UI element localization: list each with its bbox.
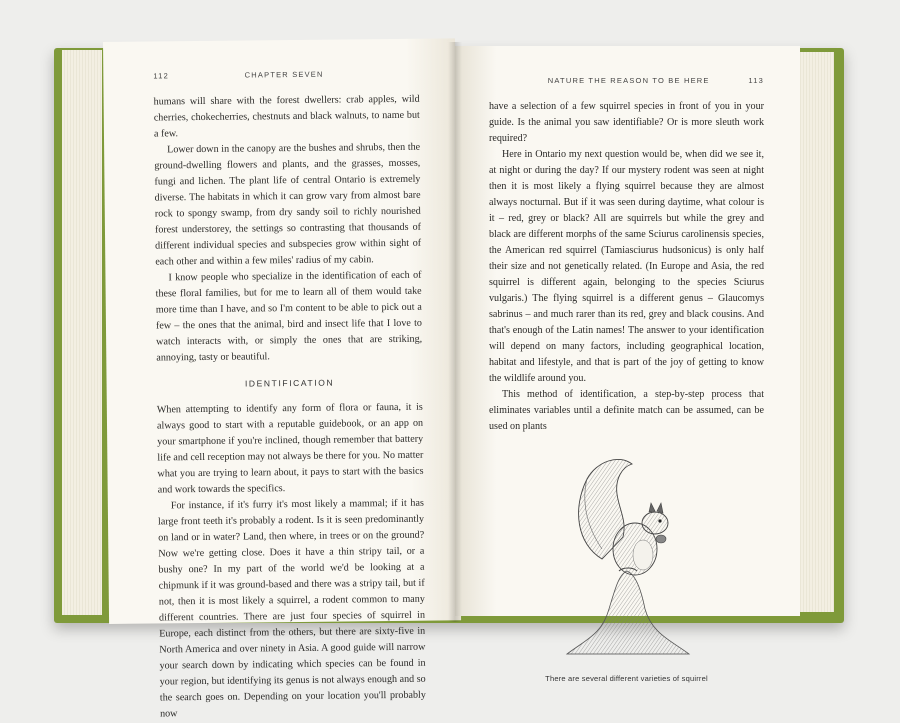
right-page-number: 113	[748, 76, 764, 85]
paragraph: Lower down in the canopy are the bushes and shrubs, then the ground-dwelling flowers and plants, and the grasses, mosses, fungi and lichen. The plant life of central Ontario is extremely diverse. The habitats in which it can grow vary from almost bare rock to spongy swamp, from dry sandy soil to richly nourished forest understorey, the settings so contrasting that thousands of different individual species and subspecies grow within sight of each other and within a few miles' radius of my cabin.	[154, 141, 422, 268]
left-running-head: CHAPTER SEVEN	[244, 69, 324, 80]
left-page-number: 112	[153, 71, 169, 81]
page-edges-right	[800, 52, 834, 612]
paragraph: have a selection of a few squirrel species in front of you in your guide. Is the animal you saw identifiable? Or is more sleuth work required?	[489, 101, 764, 144]
page-edges-left	[62, 50, 102, 615]
illustration-caption: There are several different varieties of squirrel	[545, 674, 708, 683]
paragraph: For instance, if it's furry it's most likely a mammal; if it has large front teeth it's probably a rodent. Is it is seen predominantly on land or in water? Land, then where, in trees or on the ground? Now we're getting close. Does it have a thin stripy tail, or a bushy one? In my part of the world we'd be looking at a chipmunk if it was ground-based and there was a stripy tail, but if not, then it is most likely a squirrel, a rodent common to many different countries. There are just four species of squirrel in Europe, each distinct from the others, but there are sixty-five in North America and over ninety in Asia. A good guide will narrow your search down by indicating which species can be found in your region, but identifying its genus is not always enough and so the search goes on. Depending on your location you'll probably now	[157, 497, 426, 720]
squirrel-illustration	[557, 449, 697, 664]
right-page	[455, 46, 800, 683]
right-running-header	[489, 76, 764, 85]
paragraph: Here in Ontario my next question would be, when did we see it, at night or during the day? If our mystery rodent was seen at night then it is most likely a flying squirrel because they are almost always nocturnal. But if it was seen during daytime, what colour is it – red, grey or black? All are squirrels but while the grey and black are different morphs of the same Sciurus carolinensis species, the American red squirrel (Tamiasciurus hudsonicus) is only half their size and not genetically related. (In Europe and Asia, the red squirrel is different again, belonging to the species Sciurus vulgaris.) The flying squirrel is a different genus – Glaucomys sabrinus – and much rarer than its red, grey and black cousins. And that's enough of the Latin names! The answer to your identification will depend on many factors, including geographical location, habitat and lifestyle, and that is part of the joy of getting to know the wildlife around you.	[489, 149, 764, 384]
paragraph: humans will share with the forest dwellers: crab apples, wild cherries, chokecherries, chestnuts and black walnuts, to name but a few.	[153, 93, 420, 140]
left-running-header	[153, 69, 419, 81]
paragraph: When attempting to identify any form of flora or fauna, it is always good to start with a reputable guidebook, or an app on your smartphone if you're inclined, though remember that battery life and cell reception may not always be there for you. No matter what you are trying to learn about, it pays to start with the basics and work towards the specifics.	[156, 401, 424, 496]
section-heading: IDENTIFICATION	[244, 377, 335, 389]
paragraph: This method of identification, a step-by-step process that eliminates variables until a definite match can be assumed, can be used on plants	[489, 389, 764, 432]
right-running-head: NATURE THE REASON TO BE HERE	[547, 76, 710, 85]
paragraph: I know people who specialize in the identification of each of these floral families, but for me to learn all of them would take more time than I have, and so I'm content to be able to pick out a few – the ones that the animal, bird and insect life that I love to watch interacts with, or simply the ones that are striking, annoying, tasty or beautiful.	[155, 269, 423, 364]
left-page	[103, 38, 461, 720]
